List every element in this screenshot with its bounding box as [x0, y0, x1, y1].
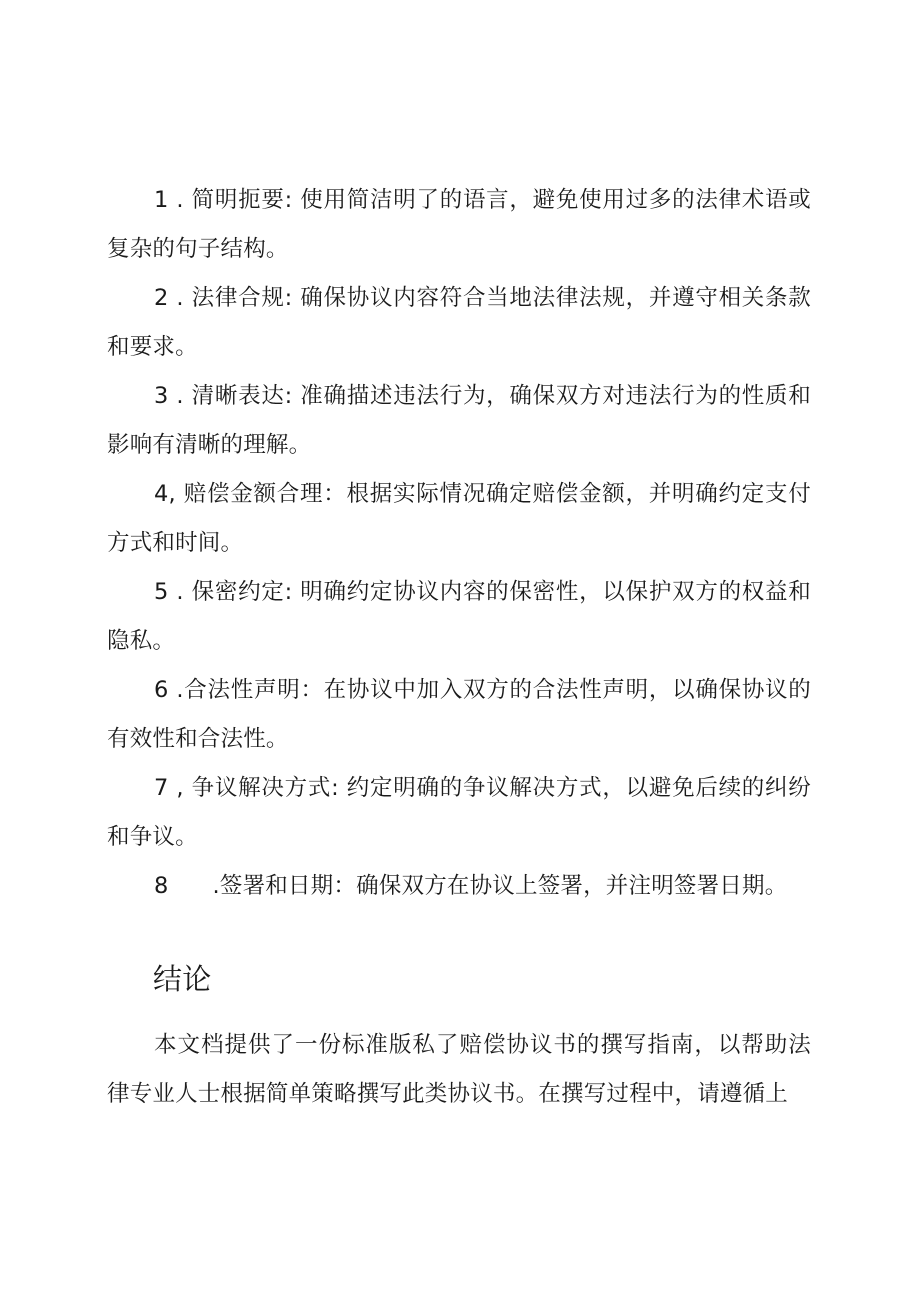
item-number: 4 — [154, 481, 169, 507]
item-colon: : — [284, 187, 301, 213]
item-number: 7 — [154, 775, 169, 801]
item-title: 法律合规 — [191, 285, 285, 311]
conclusion-heading: 结论 — [153, 962, 212, 996]
item-colon: : — [284, 383, 301, 409]
item-text: 根据实际情况确定赔偿金额，并明确约定支付方式和时间。 — [107, 481, 811, 556]
item-title: 签署和日期 — [219, 873, 334, 899]
item-title: 赔偿金额合理 — [183, 481, 324, 507]
guideline-item-8 — [107, 862, 811, 911]
item-title: 保密约定 — [191, 579, 285, 605]
item-colon: : — [284, 285, 301, 311]
item-title: 合法性声明 — [183, 677, 301, 703]
guideline-item-4 — [107, 470, 811, 568]
item-colon: ： — [300, 677, 324, 703]
item-title: 清晰表达 — [191, 383, 285, 409]
guideline-item-3 — [107, 372, 811, 470]
item-colon: : — [331, 775, 347, 801]
item-separator: . — [168, 187, 192, 213]
item-number: 2 — [154, 285, 169, 311]
item-colon: ： — [333, 873, 357, 899]
item-number: 1 — [154, 187, 169, 213]
item-number: 3 — [154, 383, 169, 409]
item-separator: , — [168, 775, 192, 801]
item-text: 在协议中加入双方的合法性声明，以确保协议的有效性和合法性。 — [107, 677, 811, 752]
guideline-item-6 — [107, 666, 811, 764]
item-text: 确保双方在协议上签署，并注明签署日期。 — [356, 873, 788, 899]
guideline-item-5 — [107, 568, 811, 666]
item-text: 明确约定协议内容的保密性，以保护双方的权益和隐私。 — [107, 579, 811, 654]
document-body — [107, 176, 811, 1119]
item-colon: ： — [323, 481, 347, 507]
conclusion-paragraph: 本文档提供了一份标准版私了赔偿协议书的撰写指南，以帮助法律专业人士根据简单策略撰写此类协议书。在撰写过程中，请遵循上 — [107, 1032, 811, 1107]
guideline-item-2 — [107, 274, 811, 372]
item-title: 简明扼要 — [191, 187, 285, 213]
item-separator: . — [168, 677, 184, 703]
item-title: 争议解决方式 — [191, 775, 332, 801]
item-number: 5 — [154, 579, 169, 605]
item-text: 准确描述违法行为，确保双方对违法行为的性质和影响有清晰的理解。 — [107, 383, 811, 458]
item-text: 确保协议内容符合当地法律法规，并遵守相关条款和要求。 — [107, 285, 811, 360]
item-number: 6 — [154, 677, 169, 703]
guideline-item-7 — [107, 764, 811, 862]
item-colon: : — [284, 579, 301, 605]
item-number: 8 — [154, 873, 169, 899]
item-text: 约定明确的争议解决方式，以避免后续的纠纷和争议。 — [107, 775, 811, 850]
item-separator: . — [168, 285, 192, 311]
item-separator: . — [168, 579, 192, 605]
item-separator: . — [168, 383, 192, 409]
item-separator: . — [212, 873, 220, 899]
item-separator: , — [168, 481, 184, 507]
item-text: 使用简洁明了的语言，避免使用过多的法律术语或复杂的句子结构。 — [107, 187, 811, 262]
guideline-item-1 — [107, 176, 811, 274]
